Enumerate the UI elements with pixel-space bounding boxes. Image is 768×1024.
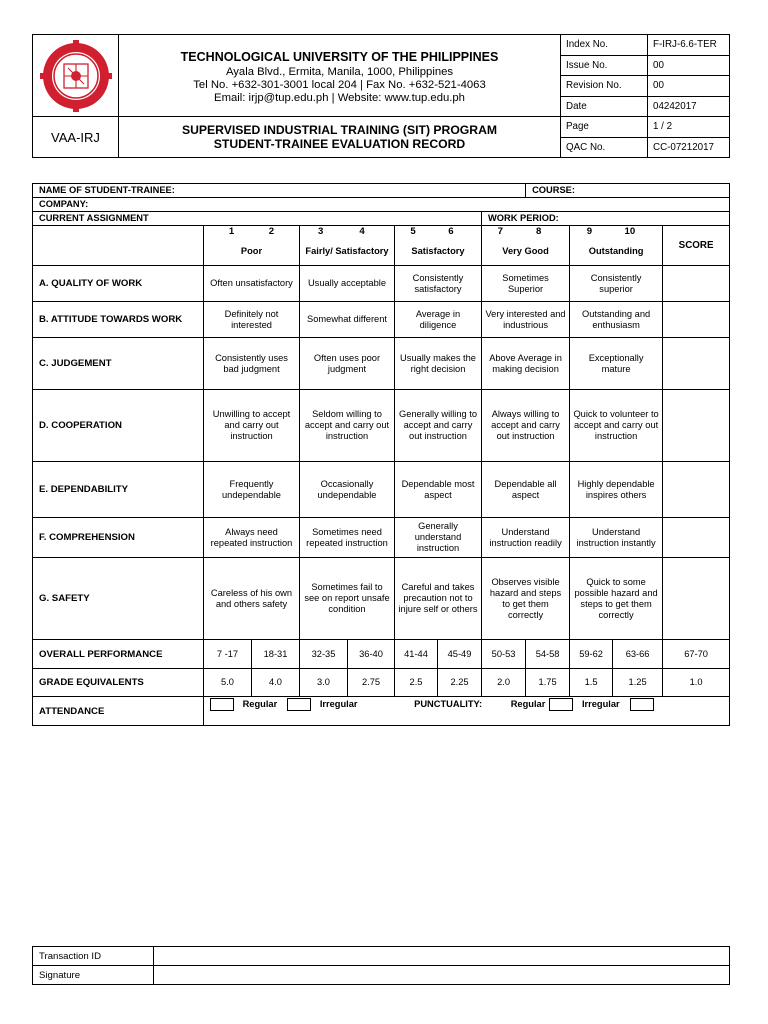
footer-table: [32, 946, 730, 985]
criteria-row: [33, 518, 730, 558]
score-cell[interactable]: [663, 338, 730, 390]
student-name-field[interactable]: NAME OF STUDENT-TRAINEE:: [33, 184, 526, 198]
score-cell[interactable]: [663, 302, 730, 338]
grade-value: 2.0: [482, 669, 526, 697]
scale-number: 8: [535, 226, 542, 238]
rating-outstanding: Outstanding: [570, 238, 663, 266]
attendance-label: ATTENDANCE: [33, 697, 204, 726]
overall-performance-label: OVERALL PERFORMANCE: [33, 640, 204, 669]
criteria-label: F. COMPREHENSION: [33, 518, 204, 558]
score-cell[interactable]: [663, 518, 730, 558]
scale-numbers: [570, 226, 663, 238]
criteria-descriptor[interactable]: Usually makes the right decision: [395, 338, 482, 390]
criteria-descriptor[interactable]: Observes visible hazard and steps to get them correctly: [482, 558, 570, 640]
rating-satisfactory: Satisfactory: [395, 238, 482, 266]
scale-number: 4: [359, 226, 365, 238]
criteria-descriptor[interactable]: Consistently satisfactory: [395, 266, 482, 302]
criteria-descriptor[interactable]: Consistently uses bad judgment: [204, 338, 300, 390]
meta-label: Issue No.: [561, 55, 648, 76]
transaction-id-field[interactable]: [154, 947, 730, 966]
attendance-irregular-checkbox[interactable]: [287, 698, 311, 711]
scale-number: 5: [410, 226, 416, 238]
evaluation-table: [32, 183, 730, 726]
criteria-descriptor[interactable]: Definitely not interested: [204, 302, 300, 338]
grade-value: 1.25: [613, 669, 663, 697]
score-cell[interactable]: [663, 558, 730, 640]
meta-label: Date: [561, 96, 648, 117]
criteria-descriptor[interactable]: Consistently superior: [570, 266, 663, 302]
criteria-row: [33, 266, 730, 302]
criteria-descriptor[interactable]: Unwilling to accept and carry out instruction: [204, 390, 300, 462]
attendance-regular-label: Regular: [242, 699, 278, 709]
criteria-descriptor[interactable]: Quick to some possible hazard and steps to get them correctly: [570, 558, 663, 640]
attendance-row: [33, 697, 730, 726]
course-field[interactable]: COURSE:: [526, 184, 730, 198]
attendance-regular-checkbox[interactable]: [210, 698, 234, 711]
criteria-descriptor[interactable]: Understand instruction instantly: [570, 518, 663, 558]
scale-number: 10: [624, 226, 636, 238]
criteria-row: [33, 558, 730, 640]
criteria-descriptor[interactable]: Somewhat different: [300, 302, 395, 338]
grade-equivalents-row: [33, 669, 730, 697]
meta-value: F-IRJ-6.6-TER: [648, 35, 730, 56]
university-phone: Tel No. +632-301-3001 local 204 | Fax No. +632-521-4063: [193, 78, 486, 91]
scale-numbers: [204, 226, 300, 238]
criteria-descriptor[interactable]: Generally understand instruction: [395, 518, 482, 558]
signature-field[interactable]: [154, 966, 730, 985]
score-cell[interactable]: [663, 462, 730, 518]
criteria-descriptor[interactable]: Occasionally undependable: [300, 462, 395, 518]
scale-number: 2: [268, 226, 275, 238]
score-cell[interactable]: [663, 266, 730, 302]
office-code: VAA-IRJ: [33, 117, 119, 158]
criteria-descriptor[interactable]: Sometimes need repeated instruction: [300, 518, 395, 558]
overall-range: 18-31: [252, 640, 300, 669]
criteria-descriptor[interactable]: Exceptionally mature: [570, 338, 663, 390]
criteria-descriptor[interactable]: Dependable all aspect: [482, 462, 570, 518]
criteria-descriptor[interactable]: Average in diligence: [395, 302, 482, 338]
score-cell[interactable]: [663, 390, 730, 462]
criteria-rows: [33, 266, 730, 640]
program-title-line2: STUDENT-TRAINEE EVALUATION RECORD: [213, 137, 466, 151]
scale-numbers: [300, 226, 395, 238]
criteria-descriptor[interactable]: Sometimes fail to see on report unsafe condition: [300, 558, 395, 640]
criteria-label: B. ATTITUDE TOWARDS WORK: [33, 302, 204, 338]
criteria-descriptor[interactable]: Careful and takes precaution not to injure self or others: [395, 558, 482, 640]
criteria-descriptor[interactable]: Quick to volunteer to accept and carry out instruction: [570, 390, 663, 462]
criteria-descriptor[interactable]: Dependable most aspect: [395, 462, 482, 518]
criteria-label: C. JUDGEMENT: [33, 338, 204, 390]
criteria-descriptor[interactable]: Often uses poor judgment: [300, 338, 395, 390]
university-address: Ayala Blvd., Ermita, Manila, 1000, Philippines: [225, 65, 454, 78]
overall-range: 63-66: [613, 640, 663, 669]
company-field[interactable]: COMPANY:: [33, 198, 730, 212]
scale-number: 7: [497, 226, 503, 238]
transaction-id-label: Transaction ID: [33, 947, 154, 966]
criteria-descriptor[interactable]: Very interested and industrious: [482, 302, 570, 338]
grade-value: 1.0: [663, 669, 730, 697]
meta-value: 1 / 2: [648, 117, 730, 138]
criteria-label: A. QUALITY OF WORK: [33, 266, 204, 302]
criteria-label: D. COOPERATION: [33, 390, 204, 462]
criteria-row: [33, 302, 730, 338]
overall-range: 36-40: [348, 640, 395, 669]
meta-value: 00: [648, 55, 730, 76]
punctuality-irregular-checkbox[interactable]: [630, 698, 654, 711]
university-info: [119, 35, 561, 117]
criteria-descriptor[interactable]: Frequently undependable: [204, 462, 300, 518]
criteria-descriptor[interactable]: Sometimes Superior: [482, 266, 570, 302]
program-title-line1: SUPERVISED INDUSTRIAL TRAINING (SIT) PROGRAM: [181, 123, 498, 137]
grade-value: 2.75: [348, 669, 395, 697]
current-assignment-field[interactable]: CURRENT ASSIGNMENT: [33, 212, 482, 226]
criteria-row: [33, 390, 730, 462]
rating-poor: Poor: [204, 238, 300, 266]
meta-label: Revision No.: [561, 76, 648, 97]
grade-value: 1.75: [526, 669, 570, 697]
overall-range: 41-44: [395, 640, 438, 669]
punctuality-regular-label: Regular: [510, 699, 546, 709]
signature-label: Signature: [33, 966, 154, 985]
overall-range: 32-35: [300, 640, 348, 669]
criteria-descriptor[interactable]: Above Average in making decision: [482, 338, 570, 390]
overall-range: 59-62: [570, 640, 613, 669]
university-logo: [33, 35, 119, 117]
criteria-descriptor[interactable]: Seldom willing to accept and carry out instruction: [300, 390, 395, 462]
meta-label: Index No.: [561, 35, 648, 56]
scale-number: 9: [586, 226, 593, 238]
overall-range: 45-49: [438, 640, 482, 669]
punctuality-irregular-label: Irregular: [581, 699, 620, 709]
meta-label: QAC No.: [561, 137, 648, 158]
punctuality-label: PUNCTUALITY:: [414, 699, 483, 709]
meta-value: 04242017: [648, 96, 730, 117]
overall-range: 67-70: [663, 640, 730, 669]
scale-number: 3: [318, 226, 324, 238]
criteria-label: G. SAFETY: [33, 558, 204, 640]
criteria-descriptor[interactable]: Understand instruction readily: [482, 518, 570, 558]
scale-number: 1: [228, 226, 235, 238]
criteria-descriptor[interactable]: Highly dependable inspires others: [570, 462, 663, 518]
criteria-header-blank: [33, 226, 204, 266]
grade-value: 1.5: [570, 669, 613, 697]
scale-numbers: [395, 226, 482, 238]
grade-equivalents-label: GRADE EQUIVALENTS: [33, 669, 204, 697]
criteria-descriptor[interactable]: Usually acceptable: [300, 266, 395, 302]
punctuality-regular-checkbox[interactable]: [549, 698, 573, 711]
grade-value: 3.0: [300, 669, 348, 697]
overall-range: 7 -17: [204, 640, 252, 669]
overall-performance-row: [33, 640, 730, 669]
criteria-descriptor[interactable]: Always willing to accept and carry out instruction: [482, 390, 570, 462]
criteria-label: E. DEPENDABILITY: [33, 462, 204, 518]
attendance-irregular-label: Irregular: [319, 699, 358, 709]
rating-very-good: Very Good: [482, 238, 570, 266]
program-title: [119, 117, 561, 158]
meta-value: 00: [648, 76, 730, 97]
scale-numbers: [482, 226, 570, 238]
tup-seal-icon: [40, 40, 112, 112]
overall-range: 54-58: [526, 640, 570, 669]
meta-value: CC-07212017: [648, 137, 730, 158]
overall-range: 50-53: [482, 640, 526, 669]
score-header: SCORE: [663, 226, 730, 266]
university-name: TECHNOLOGICAL UNIVERSITY OF THE PHILIPPINES: [180, 49, 499, 64]
criteria-descriptor[interactable]: Generally willing to accept and carry out instruction: [395, 390, 482, 462]
work-period-field[interactable]: WORK PERIOD:: [482, 212, 730, 226]
criteria-descriptor[interactable]: Always need repeated instruction: [204, 518, 300, 558]
document-header: [32, 34, 730, 158]
criteria-row: [33, 338, 730, 390]
criteria-row: [33, 462, 730, 518]
meta-label: Page: [561, 117, 648, 138]
grade-value: 2.25: [438, 669, 482, 697]
criteria-descriptor[interactable]: Often unsatisfactory: [204, 266, 300, 302]
scale-number: 6: [448, 226, 454, 238]
attendance-options: [204, 697, 730, 726]
grade-value: 2.5: [395, 669, 438, 697]
criteria-descriptor[interactable]: Outstanding and enthusiasm: [570, 302, 663, 338]
university-email: Email: irjp@tup.edu.ph | Website: www.tup.edu.ph: [214, 91, 465, 104]
grade-value: 5.0: [204, 669, 252, 697]
rating-fairly-satisfactory: Fairly/ Satisfactory: [300, 238, 395, 266]
criteria-descriptor[interactable]: Careless of his own and others safety: [204, 558, 300, 640]
grade-value: 4.0: [252, 669, 300, 697]
